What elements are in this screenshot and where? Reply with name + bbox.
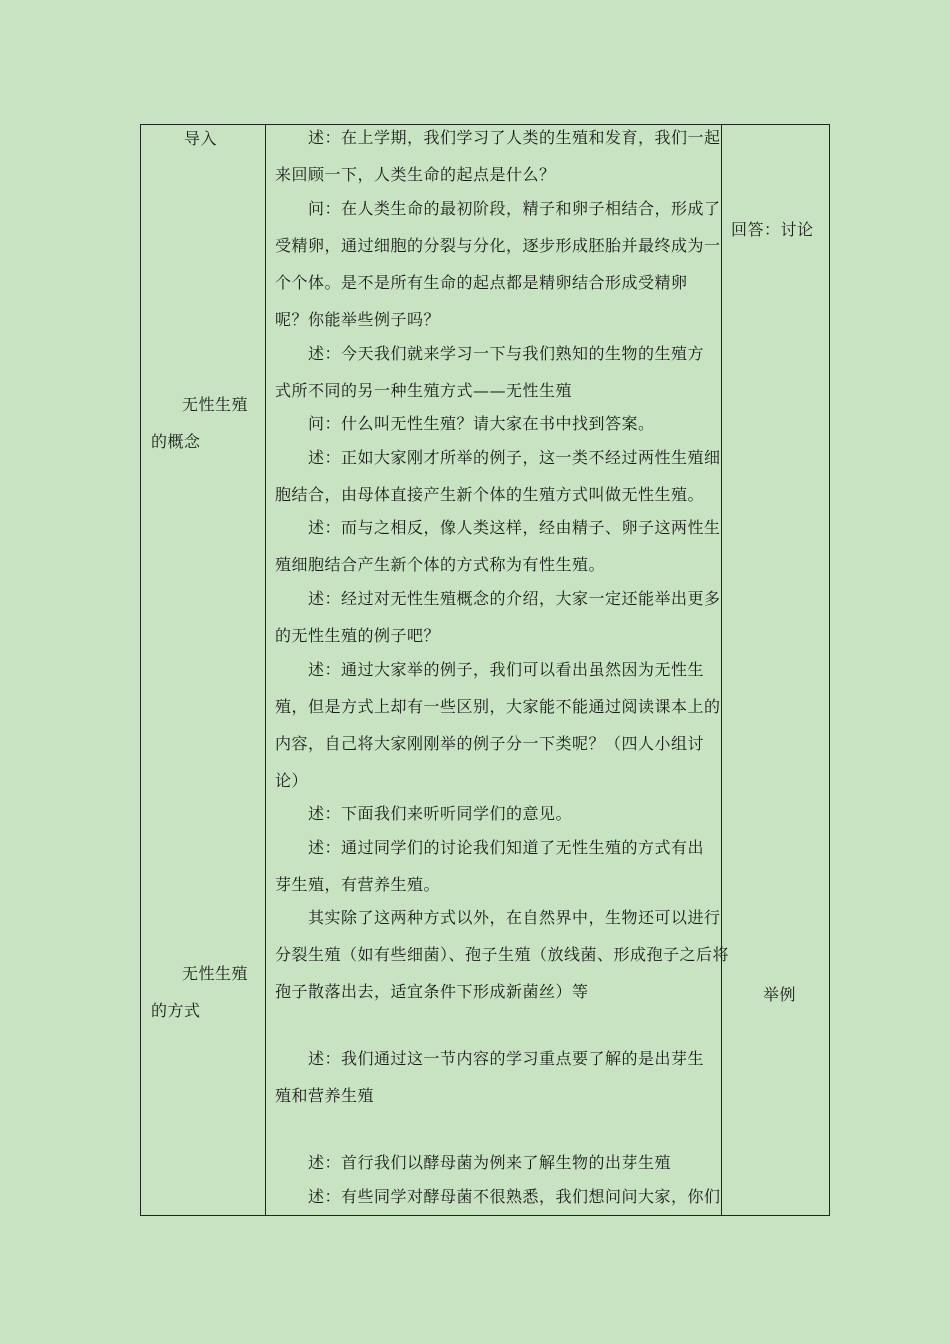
teacher-text-line: 述：正如大家刚才所举的例子，这一类不经过两性生殖细 [308,448,721,467]
teacher-text-line: 的无性生殖的例子吧？ [275,626,441,645]
teacher-text-line: 述：在上学期，我们学习了人类的生殖和发育，我们一起 [308,128,721,147]
teacher-text-line: 内容，自己将大家刚刚举的例子分一下类呢？（四人小组讨 [275,734,705,753]
teacher-text-line: 殖，但是方式上却有一些区别，大家能不能通过阅读课本上的 [275,697,721,716]
section-concept-label-line1: 无性生殖 [182,395,249,414]
section-intro-label: 导入 [184,129,218,148]
section-concept-label-line2: 的概念 [151,432,201,451]
teacher-text-line: 呢？你能举些例子吗？ [275,310,441,329]
teacher-text-line: 问：什么叫无性生殖？请大家在书中找到答案。 [308,414,655,433]
teacher-text-line: 胞结合，由母体直接产生新个体的生殖方式叫做无性生殖。 [275,485,705,504]
column-divider [265,125,266,1215]
teacher-text-line: 式所不同的另一种生殖方式——无性生殖 [275,381,573,400]
teacher-text-line: 述：首行我们以酵母菌为例来了解生物的出芽生殖 [308,1153,672,1172]
teacher-text-line: 分裂生殖（如有些细菌）、孢子生殖（放线菌、形成孢子之后将 [275,945,730,964]
teacher-text-line: 述：下面我们来听听同学们的意见。 [308,804,573,823]
teacher-text-line: 孢子散落出去，适宜条件下形成新菌丝）等 [275,982,589,1001]
student-activity-examples: 举例 [763,985,797,1004]
teacher-text-line: 问：在人类生命的最初阶段，精子和卵子相结合，形成了 [308,199,721,218]
teacher-text-line: 芽生殖，有营养生殖。 [275,875,441,894]
teacher-text-line: 殖细胞结合产生新个体的方式称为有性生殖。 [275,555,606,574]
teacher-text-line: 述：而与之相反，像人类这样，经由精子、卵子这两性生 [308,518,721,537]
teacher-text-line: 述：经过对无性生殖概念的介绍，大家一定还能举出更多 [308,589,721,608]
teacher-text-line: 殖和营养生殖 [275,1086,375,1105]
teacher-text-line: 述：有些同学对酵母菌不很熟悉，我们想问问大家，你们 [308,1187,721,1206]
teacher-text-line: 受精卵，通过细胞的分裂与分化，逐步形成胚胎并最终成为一 [275,236,721,255]
teacher-text-line: 其实除了这两种方式以外，在自然界中，生物还可以进行 [308,908,721,927]
teacher-text-line: 个个体。是不是所有生命的起点都是精卵结合形成受精卵 [275,273,688,292]
teacher-text-line: 述：今天我们就来学习一下与我们熟知的生物的生殖方 [308,344,705,363]
section-methods-label-line2: 的方式 [151,1001,201,1020]
student-activity-discuss: 回答：讨论 [731,220,814,239]
teacher-text-line: 述：我们通过这一节内容的学习重点要了解的是出芽生 [308,1049,705,1068]
section-methods-label-line1: 无性生殖 [182,964,249,983]
teacher-text-line: 来回顾一下，人类生命的起点是什么？ [275,165,556,184]
teacher-text-line: 述：通过同学们的讨论我们知道了无性生殖的方式有出 [308,838,705,857]
column-divider [721,125,722,1215]
teacher-text-line: 论） [275,771,309,790]
teacher-text-line: 述：通过大家举的例子，我们可以看出虽然因为无性生 [308,660,705,679]
